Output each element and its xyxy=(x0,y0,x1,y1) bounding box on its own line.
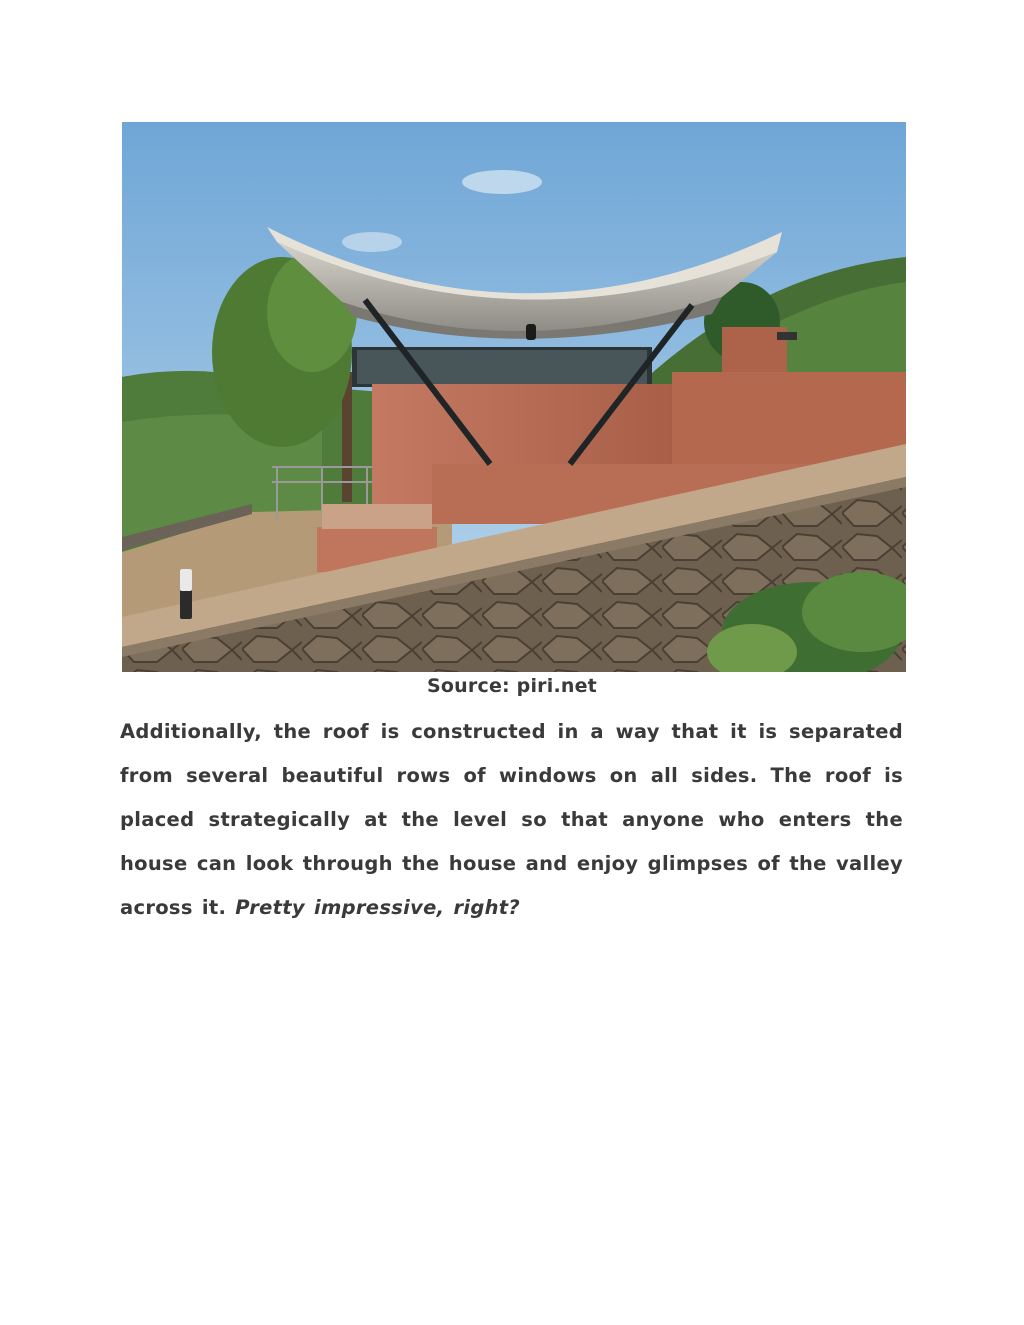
house-photo-illustration xyxy=(122,122,906,672)
article-paragraph xyxy=(120,710,903,930)
paragraph-emphasis-text: Pretty impressive, right? xyxy=(235,896,521,919)
paragraph-main-text: Additionally, the roof is constructed in a way that it is separated from several beautiful rows of windows on all sides. The roof is placed strategically at the level so that anyone who enters the house can look through the house and enjoy glimpses of the valley across it. xyxy=(120,720,903,919)
image-caption: Source: piri.net xyxy=(427,675,597,697)
article-photo xyxy=(122,122,906,672)
